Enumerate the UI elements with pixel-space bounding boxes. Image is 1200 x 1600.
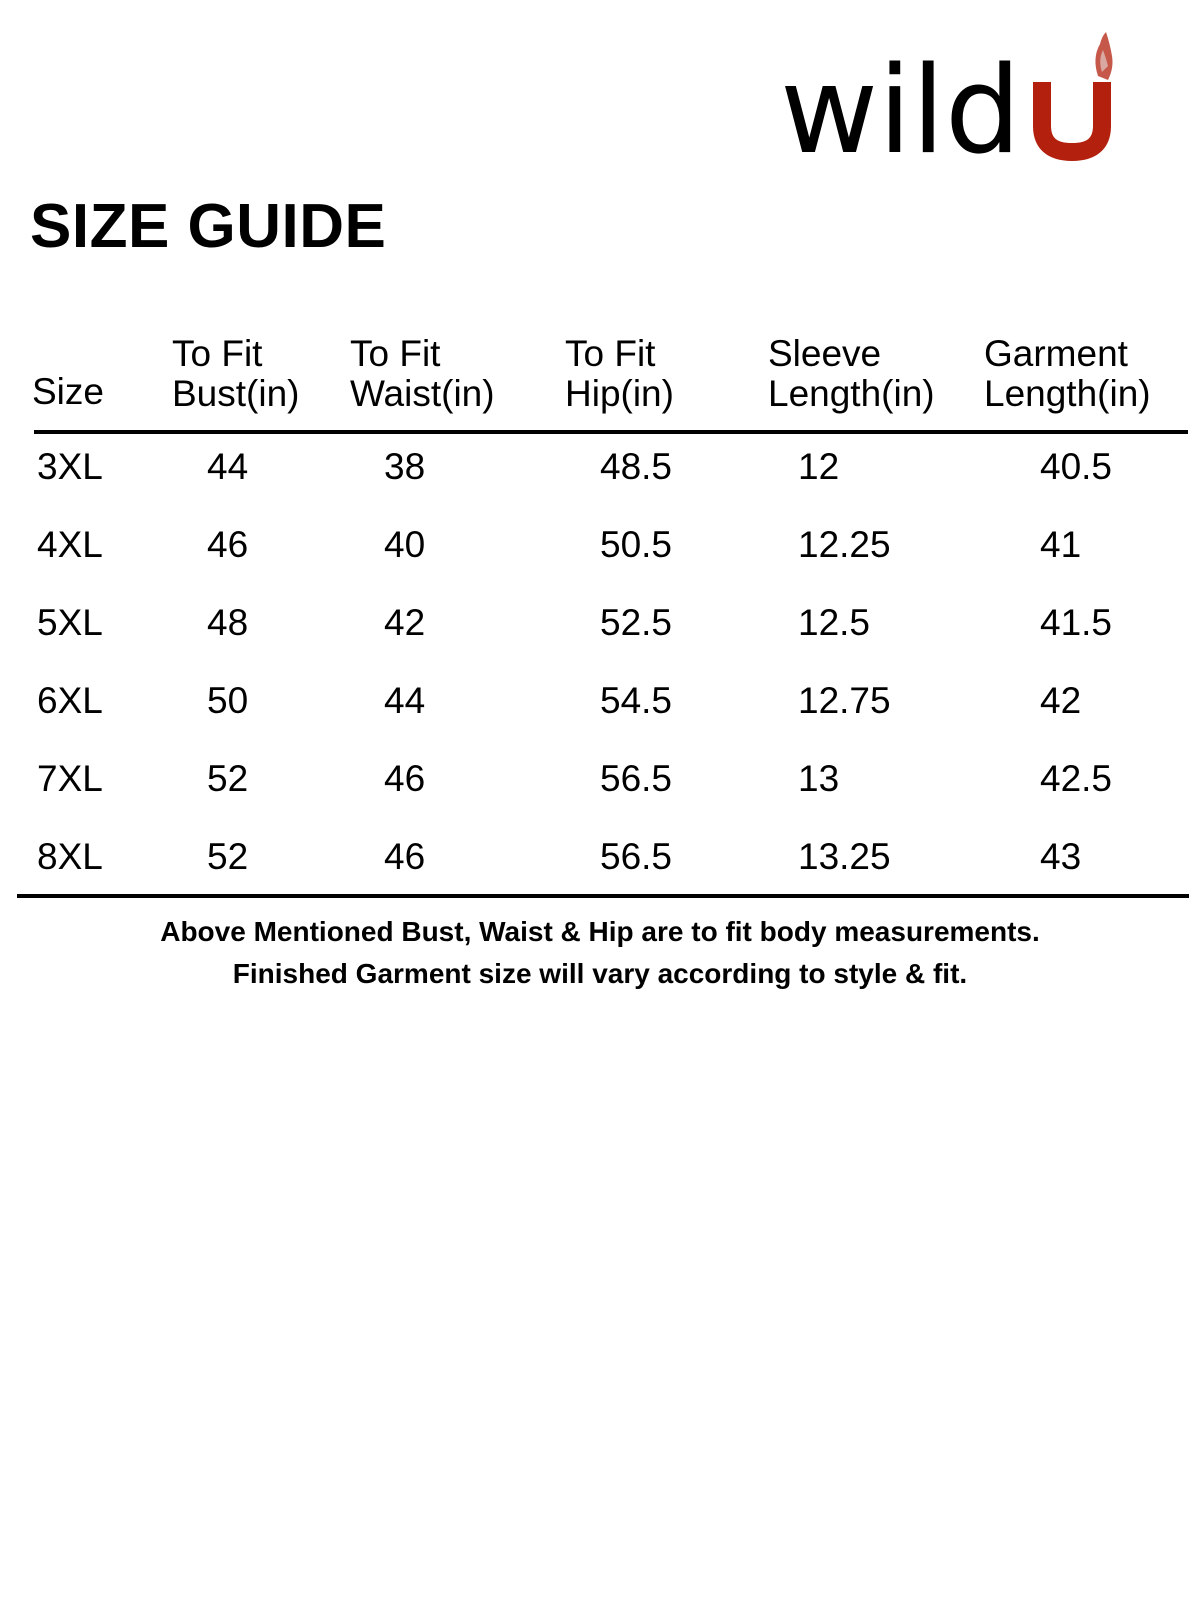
table-row: [0, 604, 1200, 682]
cell-size: 7XL: [37, 758, 103, 799]
table-bottom-divider: [17, 894, 1189, 898]
footnote-fit-measurements: Above Mentioned Bust, Waist & Hip are to fit body measurements.: [160, 916, 1040, 947]
brand-wordmark: wild: [780, 42, 1021, 168]
cell-hip: 54.5: [600, 680, 673, 721]
brand-logo: [780, 28, 1140, 168]
cell-waist: 46: [384, 836, 426, 877]
column-header-hip-line1: To Fit: [565, 333, 656, 374]
brand-u-mark: [1042, 82, 1102, 152]
cell-bust: 48: [207, 602, 249, 643]
column-header-hip: [565, 334, 674, 414]
column-header-bust-line2: Bust(in): [172, 373, 300, 414]
cell-waist: 44: [384, 680, 426, 721]
column-header-sleeve-line1: Sleeve: [768, 333, 882, 374]
flame-icon: [1095, 32, 1112, 80]
cell-bust: 46: [207, 524, 249, 565]
cell-garment-length: 41: [1040, 524, 1082, 565]
cell-size: 6XL: [37, 680, 103, 721]
cell-waist: 40: [384, 524, 426, 565]
column-header-garment-line1: Garment: [984, 333, 1128, 374]
cell-sleeve-length: 12: [798, 446, 840, 487]
table-row: [0, 760, 1200, 838]
column-header-size: [32, 372, 104, 412]
cell-bust: 44: [207, 446, 249, 487]
cell-bust: 52: [207, 758, 249, 799]
cell-garment-length: 42: [1040, 680, 1082, 721]
cell-size: 5XL: [37, 602, 103, 643]
cell-waist: 38: [384, 446, 426, 487]
cell-waist: 42: [384, 602, 426, 643]
column-header-size-label: Size: [32, 371, 104, 412]
header-divider: [34, 430, 1188, 434]
cell-garment-length: 41.5: [1040, 602, 1113, 643]
cell-hip: 48.5: [600, 446, 673, 487]
cell-size: 4XL: [37, 524, 103, 565]
table-row: [0, 838, 1200, 916]
cell-sleeve-length: 13: [798, 758, 840, 799]
cell-bust: 50: [207, 680, 249, 721]
cell-hip: 56.5: [600, 836, 673, 877]
cell-size: 3XL: [37, 446, 103, 487]
column-header-sleeve-length: [768, 334, 935, 414]
cell-size: 8XL: [37, 836, 103, 877]
table-row: [0, 448, 1200, 526]
cell-waist: 46: [384, 758, 426, 799]
cell-garment-length: 40.5: [1040, 446, 1113, 487]
cell-garment-length: 42.5: [1040, 758, 1113, 799]
cell-hip: 50.5: [600, 524, 673, 565]
cell-sleeve-length: 12.25: [798, 524, 891, 565]
table-row: [0, 526, 1200, 604]
table-row: [0, 682, 1200, 760]
column-header-sleeve-line2: Length(in): [768, 373, 935, 414]
column-header-bust: [172, 334, 299, 414]
column-header-hip-line2: Hip(in): [565, 373, 674, 414]
column-header-garment-line2: Length(in): [984, 373, 1151, 414]
footnote-garment-size: Finished Garment size will vary according to style & fit.: [232, 958, 968, 989]
cell-garment-length: 43: [1040, 836, 1082, 877]
brand-logo-graphic: [780, 28, 1140, 168]
cell-hip: 56.5: [600, 758, 673, 799]
cell-sleeve-length: 12.75: [798, 680, 891, 721]
column-header-bust-line1: To Fit: [172, 333, 263, 374]
cell-sleeve-length: 12.5: [798, 602, 871, 643]
cell-sleeve-length: 13.25: [798, 836, 891, 877]
column-header-waist-line1: To Fit: [350, 333, 441, 374]
column-header-waist-line2: Waist(in): [350, 373, 495, 414]
column-header-garment-length: [984, 334, 1151, 414]
cell-bust: 52: [207, 836, 249, 877]
column-header-waist: [350, 334, 495, 414]
page-title: SIZE GUIDE: [30, 192, 387, 261]
cell-hip: 52.5: [600, 602, 673, 643]
